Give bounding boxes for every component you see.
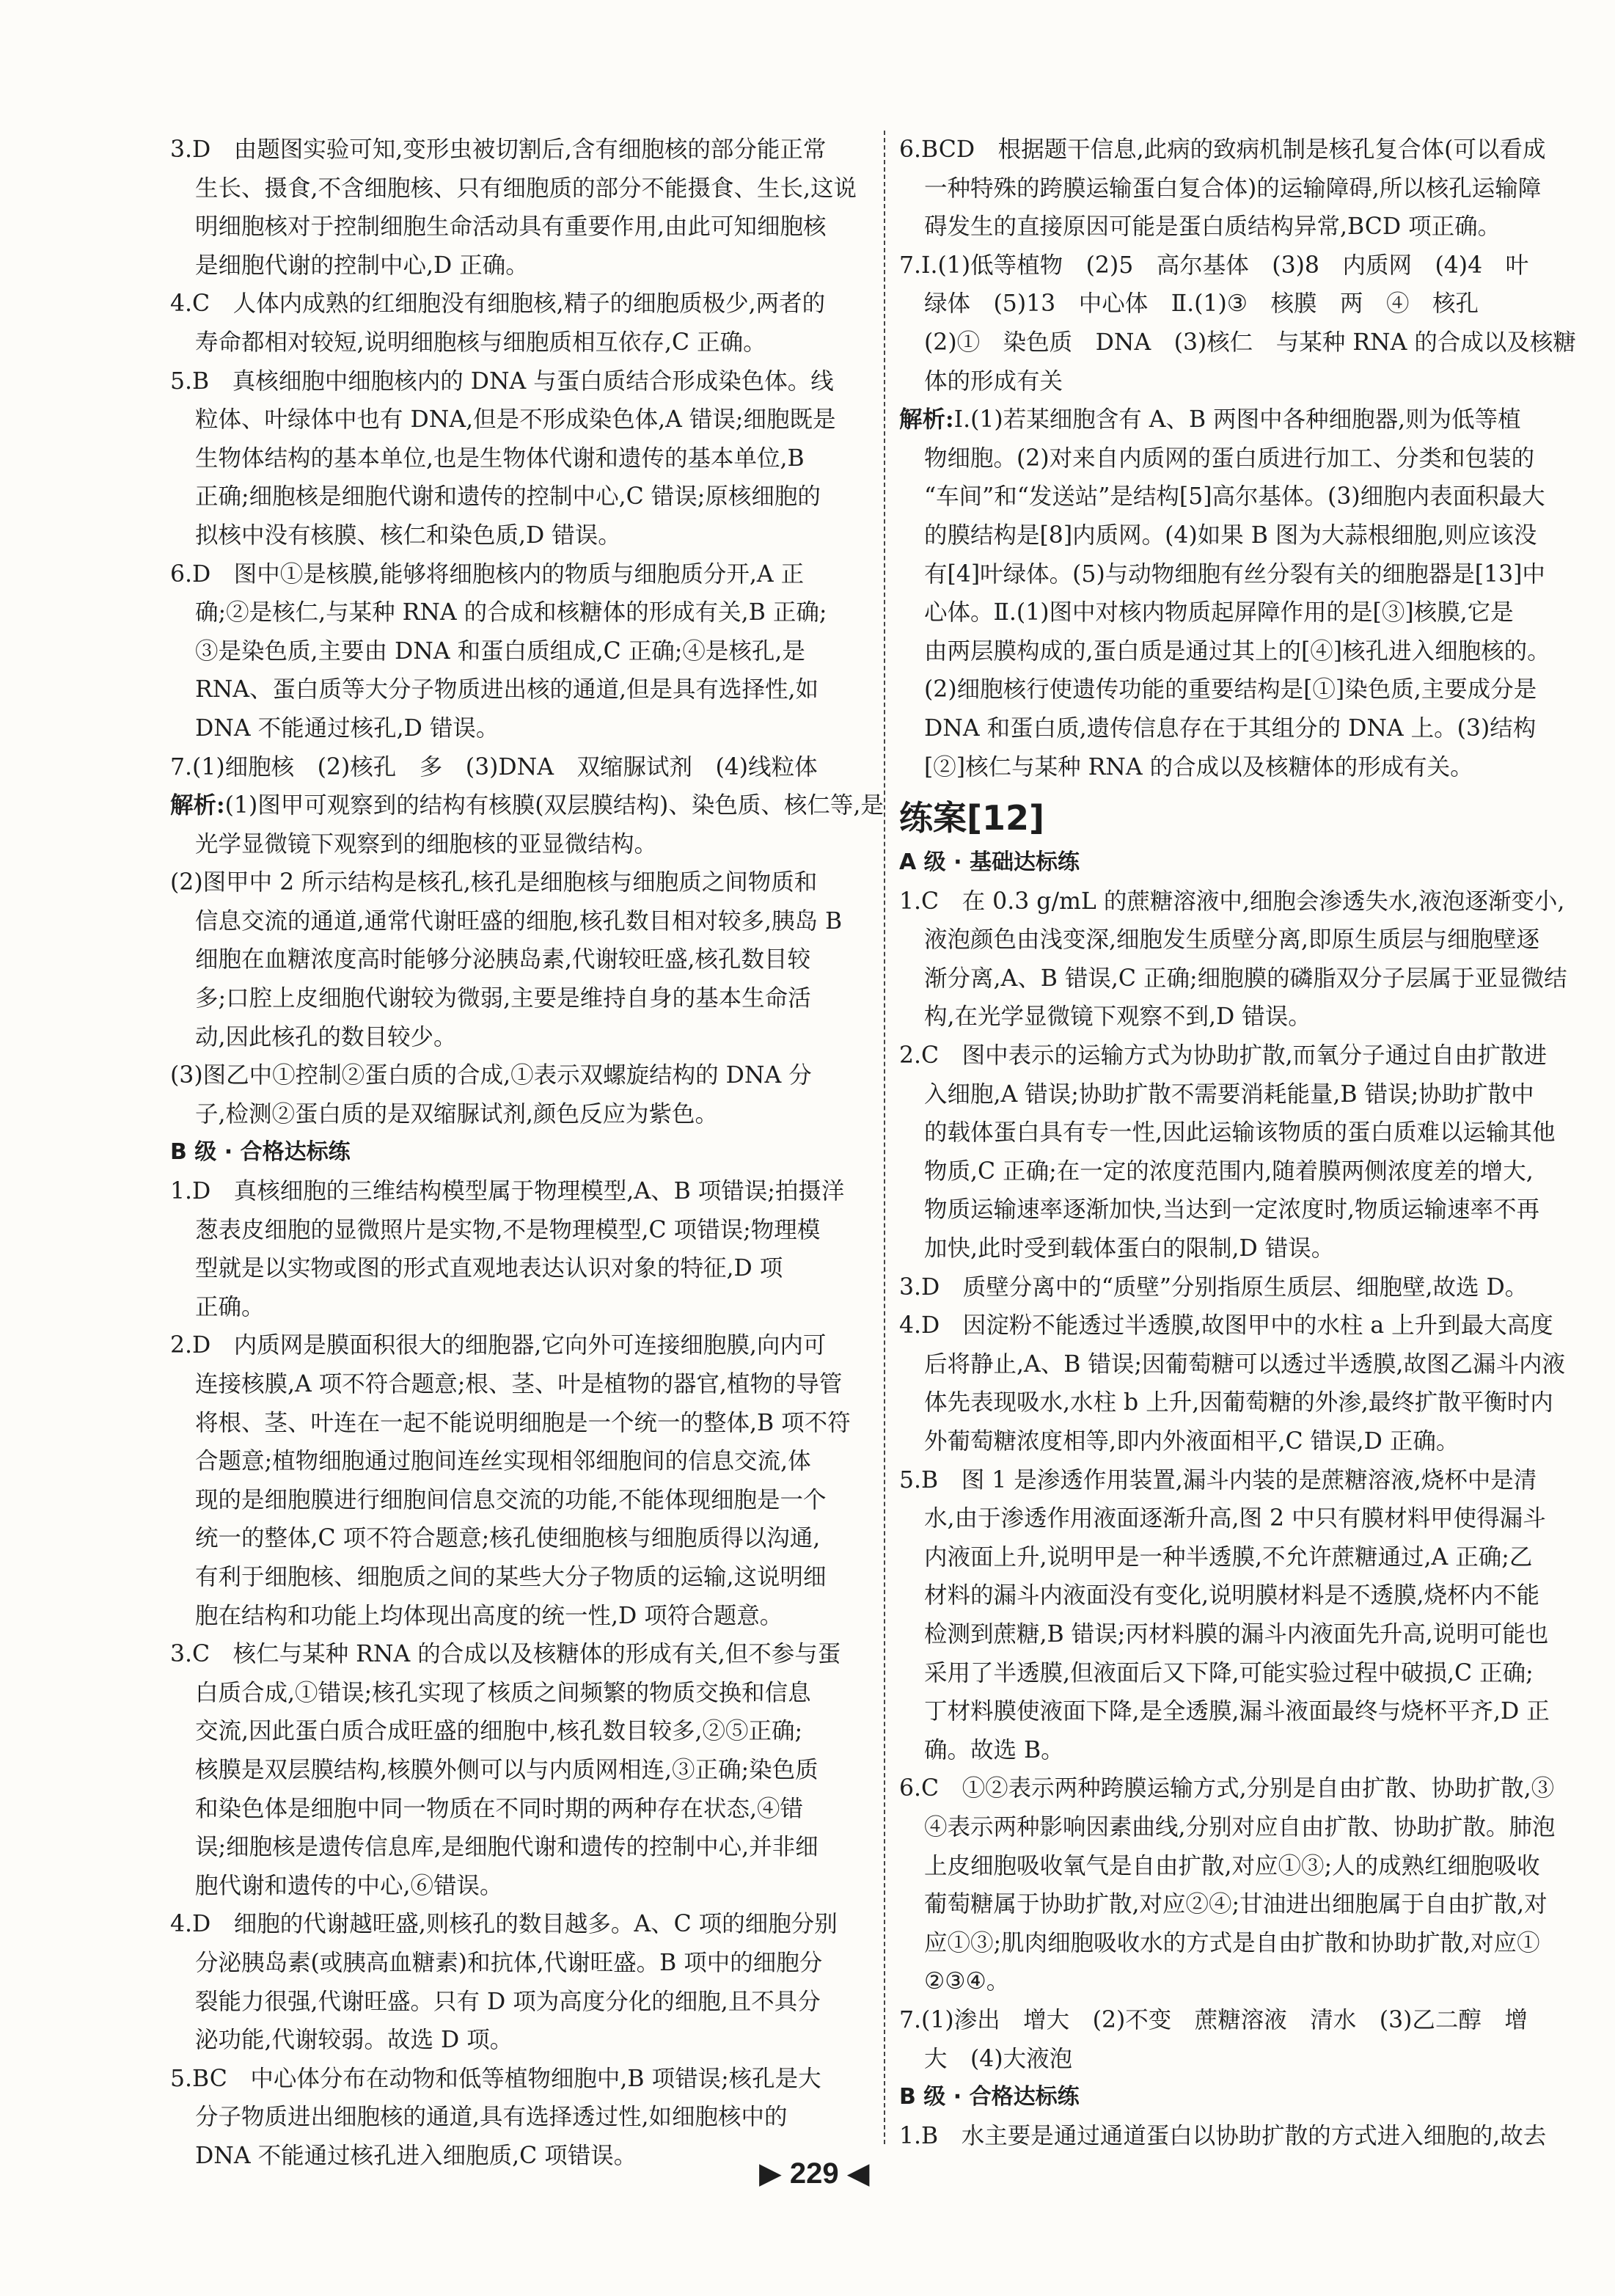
text-line bbox=[899, 1576, 1596, 1615]
text-line bbox=[899, 1306, 1596, 1345]
text-line bbox=[170, 1790, 880, 1829]
left-column bbox=[170, 131, 884, 2175]
text-line bbox=[899, 323, 1596, 362]
text-line bbox=[899, 1461, 1596, 1500]
line-text: 型就是以实物或图的形式直观地表达认识对象的特征,D 项 bbox=[195, 1255, 783, 1282]
line-text: ③是染色质,主要由 DNA 和蛋白质组成,C 正确;④是核孔,是 bbox=[195, 637, 805, 665]
text-line bbox=[899, 1114, 1596, 1152]
line-text: 渐分离,A、B 错误,C 正确;细胞膜的磷脂双分子层属于亚显微结 bbox=[924, 965, 1567, 992]
line-text: 3.D 由题图实验可知,变形虫被切割后,含有细胞核的部分能正常 bbox=[170, 136, 827, 163]
text-line bbox=[170, 1095, 880, 1134]
text-line bbox=[899, 2001, 1596, 2040]
text-line bbox=[170, 1018, 880, 1057]
text-line bbox=[170, 1365, 880, 1404]
text-line bbox=[899, 1654, 1596, 1693]
text-line bbox=[170, 748, 880, 787]
line-text: 检测到蔗糖,B 错误;丙材料膜的漏斗内液面先升高,说明可能也 bbox=[924, 1620, 1549, 1648]
line-text: 误;细胞核是遗传信息库,是细胞代谢和遗传的控制中心,并非细 bbox=[195, 1834, 819, 1861]
text-line bbox=[899, 882, 1596, 921]
text-line bbox=[899, 478, 1596, 516]
answer-item bbox=[170, 555, 880, 748]
line-text: 生长、摄食,不含细胞核、只有细胞质的部分不能摄食、生长,这说 bbox=[195, 175, 857, 202]
line-text: 明细胞核对于控制细胞生命活动具有重要作用,由此可知细胞核 bbox=[195, 213, 827, 241]
line-text: 材料的漏斗内液面没有变化,说明膜材料是不透膜,烧杯内不能 bbox=[924, 1582, 1540, 1609]
line-text: (3)图乙中①控制②蛋白质的合成,①表示双螺旋结构的 DNA 分 bbox=[170, 1062, 812, 1089]
line-text: 水,由于渗透作用液面逐渐升高,图 2 中只有膜材料甲使得漏斗 bbox=[924, 1505, 1546, 1532]
text-line bbox=[170, 2098, 880, 2137]
line-text: 体先表现吸水,水柱 b 上升,因葡萄糖的外渗,最终扩散平衡时内 bbox=[924, 1389, 1553, 1416]
line-text: (2)图甲中 2 所示结构是核孔,核孔是细胞核与细胞质之间物质和 bbox=[170, 869, 818, 896]
text-line bbox=[899, 670, 1596, 709]
line-text: 连接核膜,A 项不符合题意;根、茎、叶是植物的器官,植物的导管 bbox=[195, 1371, 843, 1397]
text-line bbox=[170, 1635, 880, 1674]
line-text: 6.C ①②表示两种跨膜运输方式,分别是自由扩散、协助扩散,③ bbox=[899, 1775, 1555, 1802]
line-text: DNA 不能通过核孔进入细胞质,C 项错误。 bbox=[195, 2142, 637, 2169]
line-text: 细胞在血糖浓度高时能够分泌胰岛素,代谢较旺盛,核孔数目较 bbox=[195, 946, 811, 973]
line-text: 构,在光学显微镜下观察不到,D 错误。 bbox=[924, 1003, 1311, 1031]
text-line bbox=[170, 979, 880, 1018]
line-text: 丁材料膜使液面下降,是全透膜,漏斗液面最终与烧杯平齐,D 正 bbox=[924, 1698, 1550, 1725]
answer-item bbox=[170, 1326, 880, 1635]
text-line bbox=[170, 670, 880, 709]
line-text: 由两层膜构成的,蛋白质是通过其上的[④]核孔进入细胞核的。 bbox=[924, 637, 1550, 665]
line-text: 入细胞,A 错误;协助扩散不需要消耗能量,B 错误;协助扩散中 bbox=[924, 1081, 1534, 1108]
line-text: 6.D 图中①是核膜,能够将细胞核内的物质与细胞质分开,A 正 bbox=[170, 560, 805, 588]
line-text: 有利于细胞核、细胞质之间的某些大分子物质的运输,这说明细 bbox=[195, 1563, 827, 1590]
text-line bbox=[899, 1422, 1596, 1461]
text-line bbox=[170, 169, 880, 208]
text-line bbox=[899, 1885, 1596, 1924]
text-line bbox=[170, 478, 880, 516]
text-line bbox=[170, 1249, 880, 1288]
line-text: DNA 和蛋白质,遗传信息存在于其组分的 DNA 上。(3)结构 bbox=[924, 714, 1537, 742]
text-line bbox=[899, 1538, 1596, 1577]
text-line bbox=[170, 1712, 880, 1751]
line-text: 胞在结构和功能上均体现出高度的统一性,D 项符合题意。 bbox=[195, 1602, 783, 1629]
text-line bbox=[170, 1867, 880, 1906]
section-heading: 练案[12] bbox=[899, 798, 1045, 838]
line-text: 体的形成有关 bbox=[924, 368, 1063, 395]
text-line bbox=[170, 208, 880, 246]
line-text: 上皮细胞吸收氧气是自由扩散,对应①③;人的成熟红细胞吸收 bbox=[924, 1852, 1540, 1879]
text-line bbox=[899, 1847, 1596, 1886]
line-text: 4.D 细胞的代谢越旺盛,则核孔的数目越多。A、C 项的细胞分别 bbox=[170, 1911, 838, 1938]
line-text: “车间”和“发送站”是结构[5]高尔基体。(3)细胞内表面积最大 bbox=[924, 483, 1545, 511]
answer-item bbox=[899, 882, 1596, 1037]
text-line bbox=[899, 709, 1596, 748]
line-text: 5.B 图 1 是渗透作用装置,漏斗内装的是蔗糖溶液,烧杯中是清 bbox=[899, 1466, 1537, 1494]
text-line bbox=[170, 902, 880, 941]
text-line bbox=[170, 2060, 880, 2099]
analysis-block bbox=[170, 786, 884, 863]
line-text: 2.C 图中表示的运输方式为协助扩散,而氧分子通过自由扩散进 bbox=[899, 1042, 1548, 1070]
text-line bbox=[899, 516, 1596, 555]
text-line bbox=[170, 1944, 880, 1983]
text-line bbox=[899, 1924, 1596, 1963]
answer-item bbox=[899, 1306, 1596, 1460]
line-text: 寿命都相对较短,说明细胞核与细胞质相互依存,C 正确。 bbox=[195, 329, 766, 356]
line-text: 信息交流的通道,通常代谢旺盛的细胞,核孔数目相对较多,胰岛 B bbox=[195, 907, 843, 935]
text-line bbox=[899, 131, 1596, 169]
text-line bbox=[899, 1075, 1596, 1114]
line-text: 采用了半透膜,但液面后又下降,可能实验过程中破损,C 正确; bbox=[924, 1659, 1534, 1686]
text-line bbox=[899, 1345, 1596, 1384]
column-divider bbox=[884, 131, 885, 2144]
text-line bbox=[899, 1808, 1596, 1847]
text-line bbox=[899, 748, 1596, 787]
line-text: 物细胞。(2)对来自内质网的蛋白质进行加工、分类和包装的 bbox=[924, 445, 1535, 472]
line-text: 的载体蛋白具有专一性,因此运输该物质的蛋白质难以运输其他 bbox=[924, 1119, 1556, 1147]
answer-item bbox=[170, 1172, 880, 1326]
text-line bbox=[899, 555, 1596, 594]
text-line bbox=[899, 285, 1596, 323]
text-line bbox=[899, 632, 1596, 671]
text-line bbox=[170, 439, 880, 478]
text-line bbox=[170, 1519, 880, 1558]
text-line bbox=[899, 1692, 1596, 1731]
line-text: 1.B 水主要是通过通道蛋白以协助扩散的方式进入细胞的,故去 bbox=[899, 2122, 1547, 2149]
text-line bbox=[170, 285, 880, 323]
text-line bbox=[170, 1674, 880, 1713]
line-text: 确;②是核仁,与某种 RNA 的合成和核糖体的形成有关,B 正确; bbox=[195, 599, 827, 626]
line-text: 白质合成,①错误;核孔实现了核质之间频繁的物质交换和信息 bbox=[195, 1679, 811, 1706]
answer-item bbox=[899, 1461, 1596, 1770]
text-line bbox=[170, 1558, 880, 1597]
line-text: 正确。 bbox=[195, 1293, 265, 1320]
answer-item bbox=[170, 1905, 880, 2059]
answer-item bbox=[899, 1769, 1596, 2001]
line-text: 泌功能,代谢较弱。故选 D 项。 bbox=[195, 2027, 513, 2054]
line-text: 心体。Ⅱ.(1)图中对核内物质起屏障作用的是[③]核膜,它是 bbox=[924, 599, 1514, 626]
answer-item bbox=[170, 285, 880, 362]
text-line bbox=[170, 1828, 880, 1867]
text-line bbox=[899, 1191, 1596, 1229]
answer-item bbox=[899, 2117, 1596, 2156]
level-heading: A 级 · 基础达标练 bbox=[899, 849, 1080, 876]
line-text: 分子物质进出细胞核的通道,具有选择透过性,如细胞核中的 bbox=[195, 2104, 788, 2131]
line-text: 生物体结构的基本单位,也是生物体代谢和遗传的基本单位,B bbox=[195, 445, 805, 472]
line-text: (2)细胞核行使遗传功能的重要结构是[①]染色质,主要成分是 bbox=[924, 676, 1537, 703]
level-heading: B 级 · 合格达标练 bbox=[899, 2084, 1080, 2110]
line-text: 现的是细胞膜进行细胞间信息交流的功能,不能体现细胞是一个 bbox=[195, 1486, 827, 1513]
text-line bbox=[899, 1037, 1596, 1075]
answer-item bbox=[899, 1037, 1596, 1268]
line-text: (1)图甲可观察到的结构有核膜(双层膜结构)、染色质、核仁等,是 bbox=[224, 792, 884, 819]
page-number: ▶ 229 ◀ bbox=[759, 2157, 870, 2190]
line-text: 的膜结构是[8]内质网。(4)如果 B 图为大蒜根细胞,则应该没 bbox=[924, 522, 1537, 549]
line-text: 5.BC 中心体分布在动物和低等植物细胞中,B 项错误;核孔是大 bbox=[170, 2065, 821, 2092]
text-line bbox=[170, 1442, 880, 1481]
line-text: [②]核仁与某种 RNA 的合成以及核糖体的形成有关。 bbox=[924, 753, 1473, 780]
text-line bbox=[170, 1172, 880, 1211]
line-text: 子,检测②蛋白质的是双缩脲试剂,颜色反应为紫色。 bbox=[195, 1100, 719, 1127]
analysis-label: 解析: bbox=[170, 791, 225, 819]
answer-item bbox=[170, 748, 880, 787]
line-text: 1.C 在 0.3 g/mL 的蔗糖溶液中,细胞会渗透失水,液泡逐渐变小, bbox=[899, 888, 1565, 915]
text-line bbox=[899, 362, 1596, 401]
line-text: 统一的整体,C 项不符合题意;核孔使细胞核与细胞质得以沟通, bbox=[195, 1525, 821, 1552]
text-line bbox=[899, 593, 1596, 632]
line-text: 3.D 质壁分离中的“质壁”分别指原生质层、细胞壁,故选 D。 bbox=[899, 1273, 1528, 1301]
text-line bbox=[170, 1056, 880, 1095]
answer-item bbox=[170, 1635, 880, 1905]
text-line bbox=[170, 1597, 880, 1636]
text-line bbox=[170, 362, 880, 401]
text-line bbox=[899, 439, 1596, 478]
answer-item bbox=[899, 2001, 1596, 2078]
text-line bbox=[170, 1404, 880, 1443]
line-text: 交流,因此蛋白质合成旺盛的细胞中,核孔数目较多,②⑤正确; bbox=[195, 1718, 803, 1745]
analysis-label: 解析: bbox=[899, 406, 954, 434]
answer-item bbox=[170, 863, 880, 1056]
text-line bbox=[170, 1326, 880, 1365]
line-text: 物质,C 正确;在一定的浓度范围内,随着膜两侧浓度差的增大, bbox=[924, 1158, 1534, 1185]
line-text: 核膜是双层膜结构,核膜外侧可以与内质网相连,③正确;染色质 bbox=[195, 1756, 819, 1783]
answer-item bbox=[170, 1056, 880, 1133]
line-text: 物质运输速率逐渐加快,当达到一定浓度时,物质运输速率不再 bbox=[924, 1196, 1540, 1224]
line-text: 7.(1)渗出 增大 (2)不变 蔗糖溶液 清水 (3)乙二醇 增 bbox=[899, 2006, 1528, 2033]
line-text: 加快,此时受到载体蛋白的限制,D 错误。 bbox=[924, 1235, 1335, 1262]
line-text: 3.C 核仁与某种 RNA 的合成以及核糖体的形成有关,但不参与蛋 bbox=[170, 1641, 841, 1668]
line-text: 葱表皮细胞的显微照片是实物,不是物理模型,C 项错误;物理模 bbox=[195, 1216, 821, 1243]
line-text: 光学显微镜下观察到的细胞核的亚显微结构。 bbox=[195, 830, 658, 858]
text-line bbox=[170, 401, 880, 439]
level-heading: B 级 · 合格达标练 bbox=[170, 1139, 351, 1166]
line-text: 正确;细胞核是细胞代谢和遗传的控制中心,C 错误;原核细胞的 bbox=[195, 483, 821, 511]
line-text: 4.C 人体内成熟的红细胞没有细胞核,精子的细胞质极少,两者的 bbox=[170, 290, 826, 318]
text-line bbox=[170, 246, 880, 285]
line-text: ②③④。 bbox=[924, 1968, 1010, 1995]
text-line bbox=[899, 921, 1596, 959]
text-line bbox=[899, 1499, 1596, 1538]
text-line bbox=[170, 2021, 880, 2060]
line-text: 和染色体是细胞中同一物质在不同时期的两种存在状态,④错 bbox=[195, 1795, 804, 1822]
line-text: 液泡颜色由浅变深,细胞发生质壁分离,即原生质层与细胞壁逐 bbox=[924, 926, 1540, 954]
line-text: 绿体 (5)13 中心体 Ⅱ.(1)③ 核膜 两 ④ 核孔 bbox=[924, 290, 1479, 318]
line-text: 将根、茎、叶连在一起不能说明细胞是一个统一的整体,B 项不符 bbox=[195, 1409, 851, 1436]
line-text: 动,因此核孔的数目较少。 bbox=[195, 1023, 457, 1050]
text-line bbox=[170, 555, 880, 594]
line-text: 多;口腔上皮细胞代谢较为微弱,主要是维持自身的基本生命活 bbox=[195, 985, 811, 1012]
text-line bbox=[170, 516, 880, 555]
line-text: 7.Ⅰ.(1)低等植物 (2)5 高尔基体 (3)8 内质网 (4)4 叶 bbox=[899, 252, 1529, 279]
line-text: ④表示两种影响因素曲线,分别对应自由扩散、协助扩散。肺泡 bbox=[924, 1813, 1556, 1840]
answer-item bbox=[899, 131, 1596, 246]
line-text: 1.D 真核细胞的三维结构模型属于物理模型,A、B 项错误;拍摄洋 bbox=[170, 1178, 845, 1205]
line-text: 胞代谢和遗传的中心,⑥错误。 bbox=[195, 1872, 503, 1899]
text-line bbox=[170, 593, 880, 632]
text-line bbox=[899, 1615, 1596, 1654]
text-line bbox=[170, 1288, 880, 1327]
line-text: 葡萄糖属于协助扩散,对应②④;甘油进出细胞属于自由扩散,对 bbox=[924, 1891, 1548, 1918]
line-text: 合题意;植物细胞通过胞间连丝实现相邻细胞间的信息交流,体 bbox=[195, 1448, 811, 1475]
text-line bbox=[899, 1152, 1596, 1191]
text-line bbox=[170, 1211, 880, 1250]
line-text: 碍发生的直接原因可能是蛋白质结构异常,BCD 项正确。 bbox=[924, 213, 1501, 241]
line-text: 分泌胰岛素(或胰高血糖素)和抗体,代谢旺盛。B 项中的细胞分 bbox=[195, 1949, 823, 1976]
line-text: DNA 不能通过核孔,D 错误。 bbox=[195, 714, 499, 742]
line-text: 6.BCD 根据题干信息,此病的致病机制是核孔复合体(可以看成 bbox=[899, 136, 1546, 163]
line-text: 4.D 因淀粉不能透过半透膜,故图甲中的水柱 a 上升到最大高度 bbox=[899, 1312, 1553, 1339]
line-text: 7.(1)细胞核 (2)核孔 多 (3)DNA 双缩脲试剂 (4)线粒体 bbox=[170, 753, 818, 780]
text-line bbox=[899, 1268, 1596, 1307]
answer-item bbox=[170, 131, 880, 285]
line-text: 内液面上升,说明甲是一种半透膜,不允许蔗糖通过,A 正确;乙 bbox=[924, 1543, 1533, 1571]
line-text: 应①③;肌肉细胞吸收水的方式是自由扩散和协助扩散,对应① bbox=[924, 1929, 1540, 1956]
answer-item bbox=[899, 1268, 1596, 1307]
text-line bbox=[170, 825, 880, 864]
line-text: 后将静止,A、B 错误;因葡萄糖可以透过半透膜,故图乙漏斗内液 bbox=[924, 1350, 1566, 1378]
text-line bbox=[899, 1383, 1596, 1422]
text-line bbox=[899, 1731, 1596, 1770]
line-text: 外葡萄糖浓度相等,即内外液面相平,C 错误,D 正确。 bbox=[924, 1428, 1460, 1455]
text-line bbox=[170, 1481, 880, 1520]
text-line bbox=[899, 959, 1596, 998]
text-line bbox=[170, 786, 884, 825]
line-text: 裂能力很强,代谢旺盛。只有 D 项为高度分化的细胞,且不具分 bbox=[195, 1988, 821, 2015]
line-text: 有[4]叶绿体。(5)与动物细胞有丝分裂有关的细胞器是[13]中 bbox=[924, 560, 1545, 588]
text-line bbox=[899, 246, 1596, 285]
line-text: (2)① 染色质 DNA (3)核仁 与某种 RNA 的合成以及核糖 bbox=[924, 329, 1576, 356]
line-text: 粒体、叶绿体中也有 DNA,但是不形成染色体,A 错误;细胞既是 bbox=[195, 406, 836, 434]
answer-item bbox=[899, 246, 1596, 401]
text-line bbox=[899, 169, 1596, 208]
line-text: RNA、蛋白质等大分子物质进出核的通道,但是具有选择性,如 bbox=[195, 676, 819, 703]
text-line bbox=[899, 401, 1596, 439]
right-column bbox=[899, 131, 1596, 2155]
text-line bbox=[170, 709, 880, 748]
line-text: 一种特殊的跨膜运输蛋白复合体)的运输障碍,所以核孔运输障 bbox=[924, 175, 1542, 202]
line-text: 5.B 真核细胞中细胞核内的 DNA 与蛋白质结合形成染色体。线 bbox=[170, 368, 834, 395]
line-text: 大 (4)大液泡 bbox=[924, 2045, 1073, 2072]
line-text: Ⅰ.(1)若某细胞含有 A、B 两图中各种细胞器,则为低等植 bbox=[953, 406, 1521, 434]
text-line bbox=[899, 2117, 1596, 2156]
text-line bbox=[170, 131, 880, 169]
text-line bbox=[170, 1751, 880, 1790]
text-line bbox=[170, 323, 880, 362]
line-text: 是细胞代谢的控制中心,D 正确。 bbox=[195, 252, 529, 279]
text-line bbox=[170, 1983, 880, 2022]
text-line bbox=[170, 940, 880, 979]
text-line bbox=[170, 1905, 880, 1944]
text-line bbox=[170, 863, 880, 902]
text-line bbox=[899, 998, 1596, 1037]
text-line bbox=[899, 1769, 1596, 1808]
line-text: 确。故选 B。 bbox=[924, 1736, 1064, 1763]
line-text: 拟核中没有核膜、核仁和染色质,D 错误。 bbox=[195, 522, 621, 549]
line-text: 2.D 内质网是膜面积很大的细胞器,它向外可连接细胞膜,向内可 bbox=[170, 1332, 827, 1359]
text-line bbox=[899, 208, 1596, 246]
analysis-block bbox=[899, 401, 1596, 786]
answer-item bbox=[170, 362, 880, 555]
text-line bbox=[899, 1229, 1596, 1268]
text-line bbox=[899, 1962, 1596, 2001]
text-line bbox=[170, 632, 880, 671]
text-line bbox=[899, 2040, 1596, 2079]
